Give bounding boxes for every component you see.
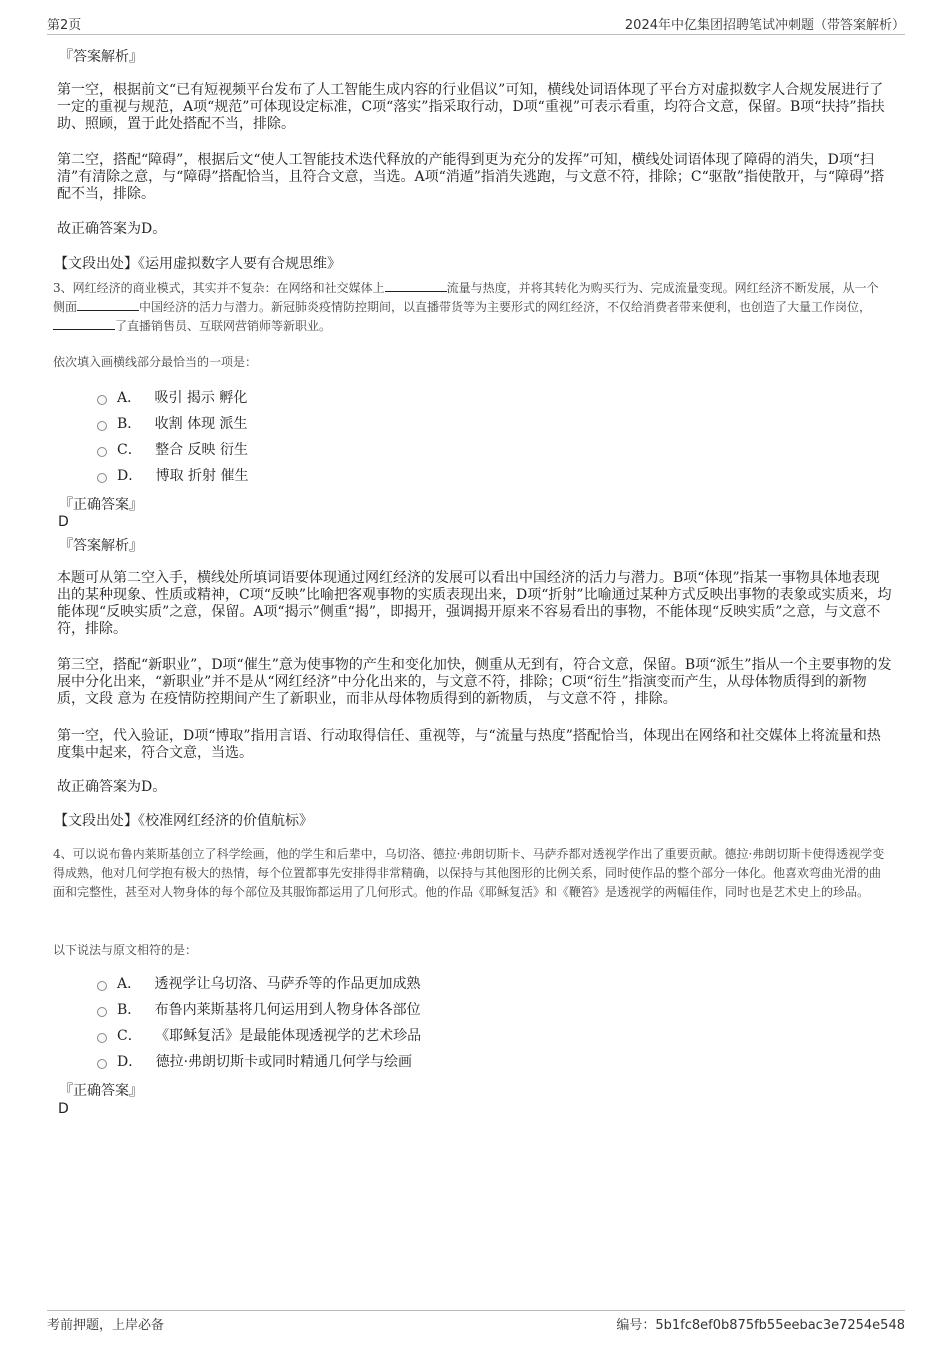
option-a[interactable]: A． 透视学让乌切洛、马萨乔等的作品更加成熟 (57, 975, 893, 1001)
analysis-paragraph: 第二空，搭配“障碍”，根据后文“使人工智能技术迭代释放的产能得到更为充分的发挥”可知，横线处词语体现了障碍的消失，D项“扫清”有清除之意，与“障碍”搭配恰当，且符合文意，当选。A项“消遁”指消失逃跑，与文意不符，排除；C“驱散”指使散开，与“障碍”搭配不当，排除。 (57, 152, 885, 202)
page-footer (47, 1310, 905, 1333)
analysis-conclusion: 故正确答案为D。 (57, 221, 167, 237)
radio-icon[interactable] (97, 421, 107, 431)
analysis-conclusion: 故正确答案为D。 (57, 779, 167, 795)
question-4-prompt: 以下说法与原文相符的是： (53, 943, 198, 957)
option-d[interactable]: D． 德拉·弗朗切斯卡或同时精通几何学与绘画 (57, 1053, 893, 1079)
analysis-heading: 『答案解析』 (59, 49, 143, 65)
option-b[interactable]: B． 收割 体现 派生 (57, 415, 893, 441)
fill-blank (385, 279, 447, 292)
fill-blank (53, 317, 115, 330)
analysis-paragraph: 本题可从第二空入手，横线处所填词语要体现通过网红经济的发展可以看出中国经济的活力与潜力。B项“体现”指某一事物具体地表现出的某种现象、性质或精神，C项“反映”比喻把客观事物的实质表现出来，D项“折射”比喻通过某种方式反映出事物的表象或实质来，均能体现“反映实质”之意，保留。A项“揭示”侧重“揭”，即揭开，强调揭开原来不容易看出的事物，不能体现“反映实质”之意，与文意不符，排除。 (57, 570, 892, 637)
radio-icon[interactable] (97, 1033, 107, 1043)
correct-answer-heading: 『正确答案』 (59, 497, 143, 513)
option-d[interactable]: D． 博取 折射 催生 (57, 467, 893, 493)
text-source: 【文段出处】《运用虚拟数字人要有合规思维》 (54, 256, 341, 272)
question-3-options (57, 389, 893, 493)
radio-icon[interactable] (97, 1059, 107, 1069)
option-c[interactable]: C． 整合 反映 衍生 (57, 441, 893, 467)
analysis-heading: 『答案解析』 (59, 538, 143, 554)
correct-answer-heading: 『正确答案』 (59, 1083, 143, 1099)
question-3-text: 3、网红经济的商业模式，其实并不复杂：在网络和社交媒体上 流量与热度，并将其转化为购买行为、完成流量变现。网红经济不断发展，从一个侧面 中国经济的活力与潜力。新冠肺炎疫情防控期间，以直播带货等为主要形式的网红经济，不仅给消费者带来便利，也创造了大量工作岗位，了直播销售员、互联网营销师等新职业。 (53, 281, 879, 333)
option-b[interactable]: B． 布鲁内莱斯基将几何运用到人物身体各部位 (57, 1001, 893, 1027)
question-4-text: 4、可以说布鲁内莱斯基创立了科学绘画，他的学生和后辈中，乌切洛、德拉·弗朗切斯卡、马萨乔都对透视学作出了重要贡献。德拉·弗朗切斯卡使得透视学变得成熟，他对几何学抱有极大的热情，每个位置都事先安排得非常精确，以保持与其他图形的比例关系，同时使作品的整个部分一体化。他喜欢弯曲光滑的曲面和完整性，甚至对人物身体的每个部位及其服饰都运用了几何形式。他的作品《耶稣复活》和《鞭笞》是透视学的两幅佳作，同时也是艺术史上的珍品。 (53, 847, 885, 899)
radio-icon[interactable] (97, 1007, 107, 1017)
correct-answer: D (58, 514, 69, 530)
fill-blank (77, 298, 139, 311)
question-3-prompt: 依次填入画横线部分最恰当的一项是： (53, 355, 258, 369)
page-header (47, 14, 905, 35)
text-source: 【文段出处】《校准网红经济的价值航标》 (54, 813, 313, 829)
footer-slogan: 考前押题，上岸必备 (47, 1318, 165, 1333)
question-4-options (57, 975, 893, 1079)
radio-icon[interactable] (97, 473, 107, 483)
analysis-paragraph: 第三空，搭配“新职业”，D项“催生”意为使事物的产生和变化加快，侧重从无到有，符合文意，保留。B项“派生”指从一个主要事物的发展中分化出来，“新职业”并不是从“网红经济”中分化出来的，与文意不符，排除；C项“衍生”指演变而产生，从母体物质得到的新物质，文段 意为 在疫情防控期间产生了新职业，而非从母体物质得到的新物质， 与文意不符 ，排除。 (57, 657, 892, 707)
option-a[interactable]: A． 吸引 揭示 孵化 (57, 389, 893, 415)
radio-icon[interactable] (97, 395, 107, 405)
radio-icon[interactable] (97, 981, 107, 991)
correct-answer: D (58, 1101, 69, 1117)
option-c[interactable]: C． 《耶稣复活》是最能体现透视学的艺术珍品 (57, 1027, 893, 1053)
radio-icon[interactable] (97, 447, 107, 457)
page-number: 第2页 (47, 18, 82, 33)
document-id: 编号：5b1fc8ef0b875fb55eebac3e7254e548 (616, 1318, 905, 1333)
analysis-paragraph: 第一空，根据前文“已有短视频平台发布了人工智能生成内容的行业倡议”可知，横线处词语体现了平台方对虚拟数字人合规发展进行了一定的重视与规范，A项“规范”可体现设定标准，C项“落实”指采取行动，D项“重视”可表示看重，均符合文意，保留。B项“扶持”指扶助、照顾，置于此处搭配不当，排除。 (57, 82, 885, 132)
analysis-paragraph: 第一空，代入验证，D项“博取”指用言语、行动取得信任、重视等，与“流量与热度”搭配恰当，体现出在网络和社交媒体上将流量和热度集中起来，符合文意，当选。 (57, 728, 881, 761)
document-title: 2024年中亿集团招聘笔试冲刺题（带答案解析） (624, 18, 905, 33)
